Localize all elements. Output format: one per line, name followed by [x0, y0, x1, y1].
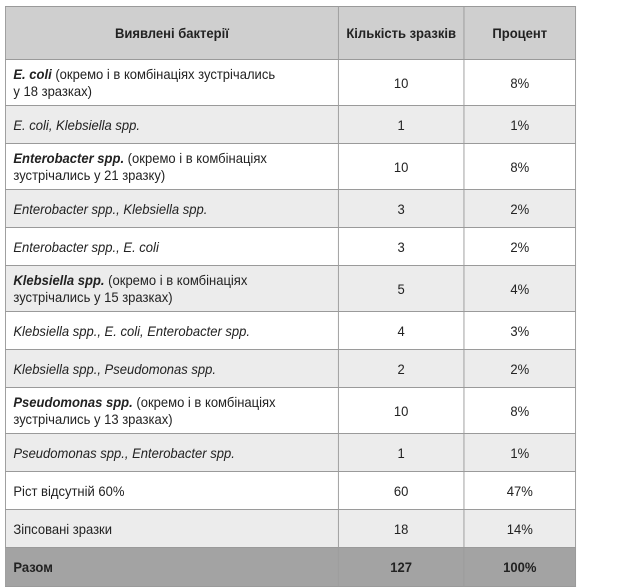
percent-cell: 3%	[464, 312, 576, 350]
count-cell: 5	[338, 266, 464, 312]
percent-cell: 1%	[464, 434, 576, 472]
bacteria-name-rest: (окремо і в комбінаціях зустрічались	[51, 65, 276, 82]
percent-cell: 4%	[464, 266, 576, 312]
count-cell: 10	[338, 144, 464, 190]
percent-cell: 1%	[464, 106, 576, 144]
bacteria-cell	[5, 190, 338, 228]
bacteria-cell	[5, 388, 338, 434]
count-cell: 10	[338, 388, 464, 434]
percent-cell: 14%	[464, 510, 576, 548]
bacteria-name-line2: зустрічались у 15 зразках)	[13, 288, 173, 305]
table-row	[5, 144, 575, 190]
count-cell: 1	[338, 106, 464, 144]
total-row	[5, 548, 575, 587]
table-row	[5, 510, 575, 548]
bacteria-table	[5, 6, 576, 587]
bacteria-name: Klebsiella spp., Pseudomonas spp.	[13, 360, 217, 377]
bacteria-name: Зіпсовані зразки	[13, 520, 113, 537]
bacteria-cell	[5, 144, 338, 190]
bacteria-name-rest: (окремо і в комбінаціях	[132, 393, 276, 410]
percent-cell: 8%	[464, 60, 576, 106]
table-row	[5, 60, 575, 106]
percent-cell: 2%	[464, 190, 576, 228]
bacteria-cell	[5, 312, 338, 350]
bacteria-name: Klebsiella spp., E. coli, Enterobacter spp.	[13, 322, 251, 339]
bacteria-name: Pseudomonas spp., Enterobacter spp.	[13, 444, 235, 461]
bacteria-cell	[5, 228, 338, 266]
total-count: 127	[338, 548, 464, 587]
bacteria-name-strong: Klebsiella spp.	[13, 271, 105, 288]
count-cell: 1	[338, 434, 464, 472]
percent-cell: 2%	[464, 228, 576, 266]
table-row	[5, 266, 575, 312]
bacteria-name-strong: Enterobacter spp.	[13, 149, 125, 166]
bacteria-name-line2: зустрічались у 21 зразку)	[13, 166, 166, 183]
table-row	[5, 350, 575, 388]
total-percent: 100%	[464, 548, 576, 587]
count-cell: 3	[338, 228, 464, 266]
table-row	[5, 228, 575, 266]
bacteria-cell	[5, 106, 338, 144]
header-bacteria: Виявлені бактерії	[5, 7, 338, 60]
bacteria-cell	[5, 472, 338, 510]
bacteria-cell	[5, 60, 338, 106]
count-cell: 4	[338, 312, 464, 350]
header-sample-count: Кількість зразків	[338, 7, 464, 60]
bacteria-name: Enterobacter spp., Klebsiella spp.	[13, 200, 208, 217]
count-cell: 60	[338, 472, 464, 510]
percent-cell: 47%	[464, 472, 576, 510]
percent-cell: 8%	[464, 388, 576, 434]
bacteria-name-rest: (окремо і в комбінаціях	[104, 271, 248, 288]
bacteria-name-strong: Pseudomonas spp.	[13, 393, 133, 410]
count-cell: 2	[338, 350, 464, 388]
bacteria-name-strong: E. coli	[13, 65, 52, 82]
percent-cell: 8%	[464, 144, 576, 190]
count-cell: 18	[338, 510, 464, 548]
count-cell: 3	[338, 190, 464, 228]
table-row	[5, 472, 575, 510]
bacteria-name-rest: (окремо і в комбінаціях	[124, 149, 267, 166]
header-row	[5, 7, 575, 60]
count-cell: 10	[338, 60, 464, 106]
bacteria-name: Ріст відсутній 60%	[13, 482, 125, 499]
bacteria-cell	[5, 434, 338, 472]
bacteria-cell	[5, 350, 338, 388]
total-label: Разом	[5, 548, 338, 587]
table-row	[5, 388, 575, 434]
bacteria-name: E. coli, Klebsiella spp.	[13, 116, 141, 133]
bacteria-name-line2: у 18 зразках)	[13, 82, 92, 99]
bacteria-cell	[5, 266, 338, 312]
bacteria-name: Enterobacter spp., E. coli	[13, 238, 159, 255]
bacteria-name-line2: зустрічались у 13 зразках)	[13, 410, 173, 427]
table-row	[5, 106, 575, 144]
bacteria-cell	[5, 510, 338, 548]
header-percent: Процент	[464, 7, 576, 60]
table-row	[5, 312, 575, 350]
percent-cell: 2%	[464, 350, 576, 388]
table-row	[5, 434, 575, 472]
table-row	[5, 190, 575, 228]
